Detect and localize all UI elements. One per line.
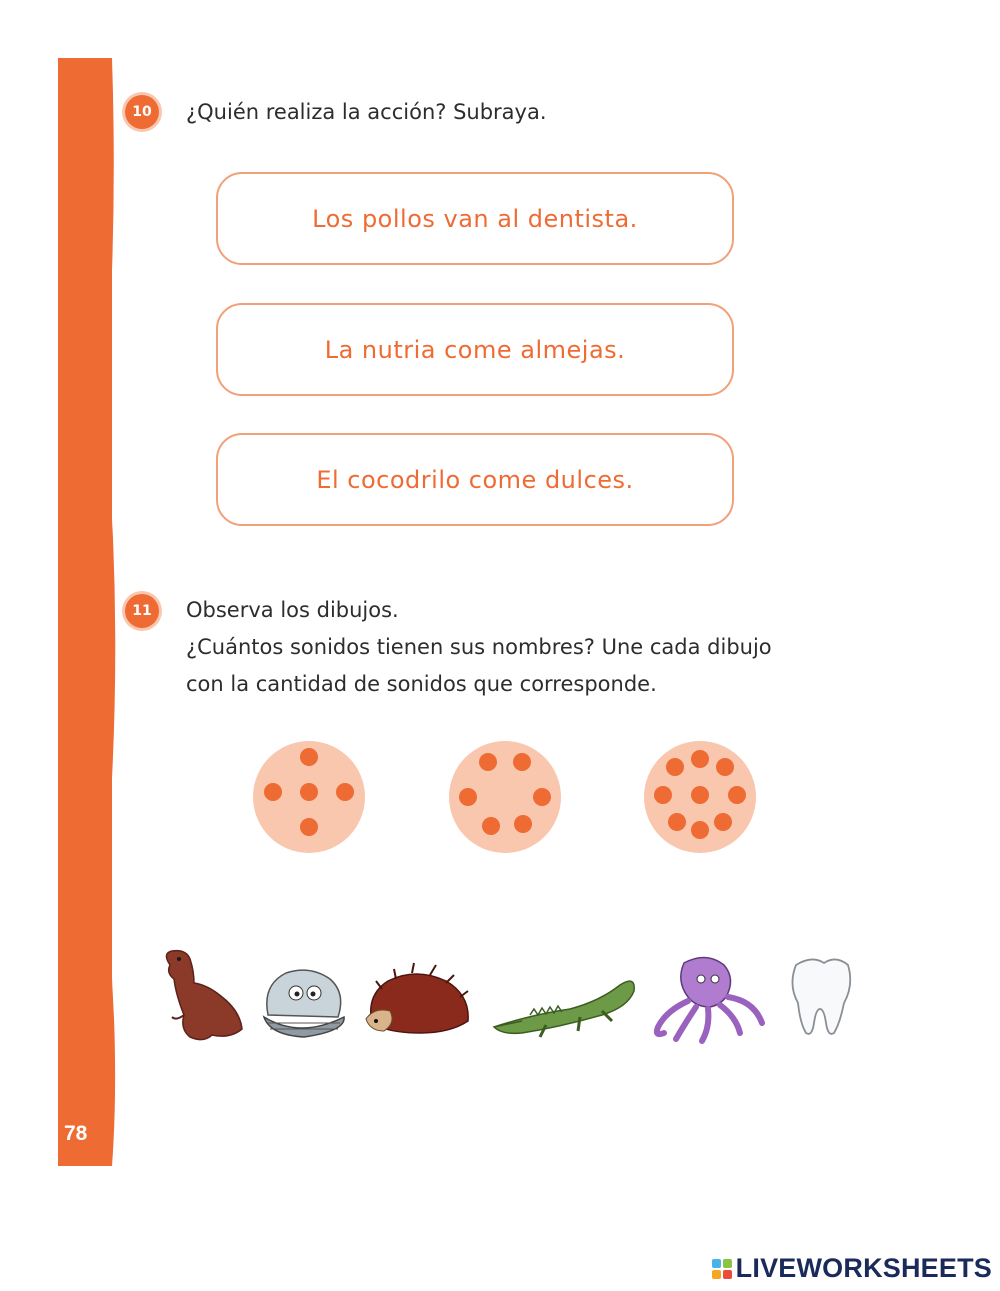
- sound-dot: [666, 758, 684, 776]
- dot-circle-5[interactable]: [252, 740, 366, 854]
- sound-dot: [654, 786, 672, 804]
- sound-dot: [479, 753, 497, 771]
- dot-circle-6[interactable]: [448, 740, 562, 854]
- exercise-11-line-3: con la cantidad de sonidos que corresponde.: [186, 672, 657, 696]
- otter-icon[interactable]: [166, 951, 242, 1040]
- octopus-icon[interactable]: [657, 957, 762, 1041]
- exercise-10-badge: 10: [125, 95, 159, 129]
- sound-dot: [691, 750, 709, 768]
- sound-dot: [300, 818, 318, 836]
- sound-dot: [482, 817, 500, 835]
- sentence-box-3[interactable]: [216, 433, 734, 526]
- sentence-text[interactable]: El cocodrilo come dulces.: [316, 465, 634, 494]
- sound-dot: [513, 753, 531, 771]
- pictures-row: [150, 945, 860, 1045]
- sound-dot: [264, 783, 282, 801]
- sound-dot: [691, 786, 709, 804]
- page-number: 78: [64, 1122, 88, 1145]
- sound-dot: [514, 815, 532, 833]
- brand-text: LIVEWORKSHEETS: [735, 1253, 992, 1283]
- sentence-text[interactable]: La nutria come almejas.: [324, 335, 626, 364]
- sentence-box-2[interactable]: [216, 303, 734, 396]
- liveworksheets-brand: [712, 1253, 992, 1284]
- sound-dot: [716, 758, 734, 776]
- exercise-11-badge: 11: [125, 594, 159, 628]
- sound-dot: [459, 788, 477, 806]
- exercise-11-line-2: ¿Cuántos sonidos tienen sus nombres? Une cada dibujo: [186, 635, 772, 659]
- sound-dot: [668, 813, 686, 831]
- sound-dot: [300, 748, 318, 766]
- brand-logo-icon: [712, 1259, 732, 1279]
- exercise-10-instruction: ¿Quién realiza la acción? Subraya.: [186, 100, 547, 124]
- sentence-box-1[interactable]: [216, 172, 734, 265]
- exercise-11-line-1: Observa los dibujos.: [186, 598, 399, 622]
- band-edge: [106, 58, 118, 1166]
- tooth-icon[interactable]: [792, 959, 850, 1033]
- crocodile-icon[interactable]: [494, 981, 634, 1037]
- dot-circle-8[interactable]: [643, 740, 757, 854]
- sound-dot: [336, 783, 354, 801]
- sound-dot: [691, 821, 709, 839]
- side-band: [58, 58, 112, 1166]
- sentence-text[interactable]: Los pollos van al dentista.: [312, 204, 638, 233]
- sound-dot: [728, 786, 746, 804]
- clam-icon[interactable]: [264, 970, 344, 1037]
- sound-dot: [714, 813, 732, 831]
- sound-dot: [533, 788, 551, 806]
- sound-dot: [300, 783, 318, 801]
- hedgehog-icon[interactable]: [366, 963, 468, 1033]
